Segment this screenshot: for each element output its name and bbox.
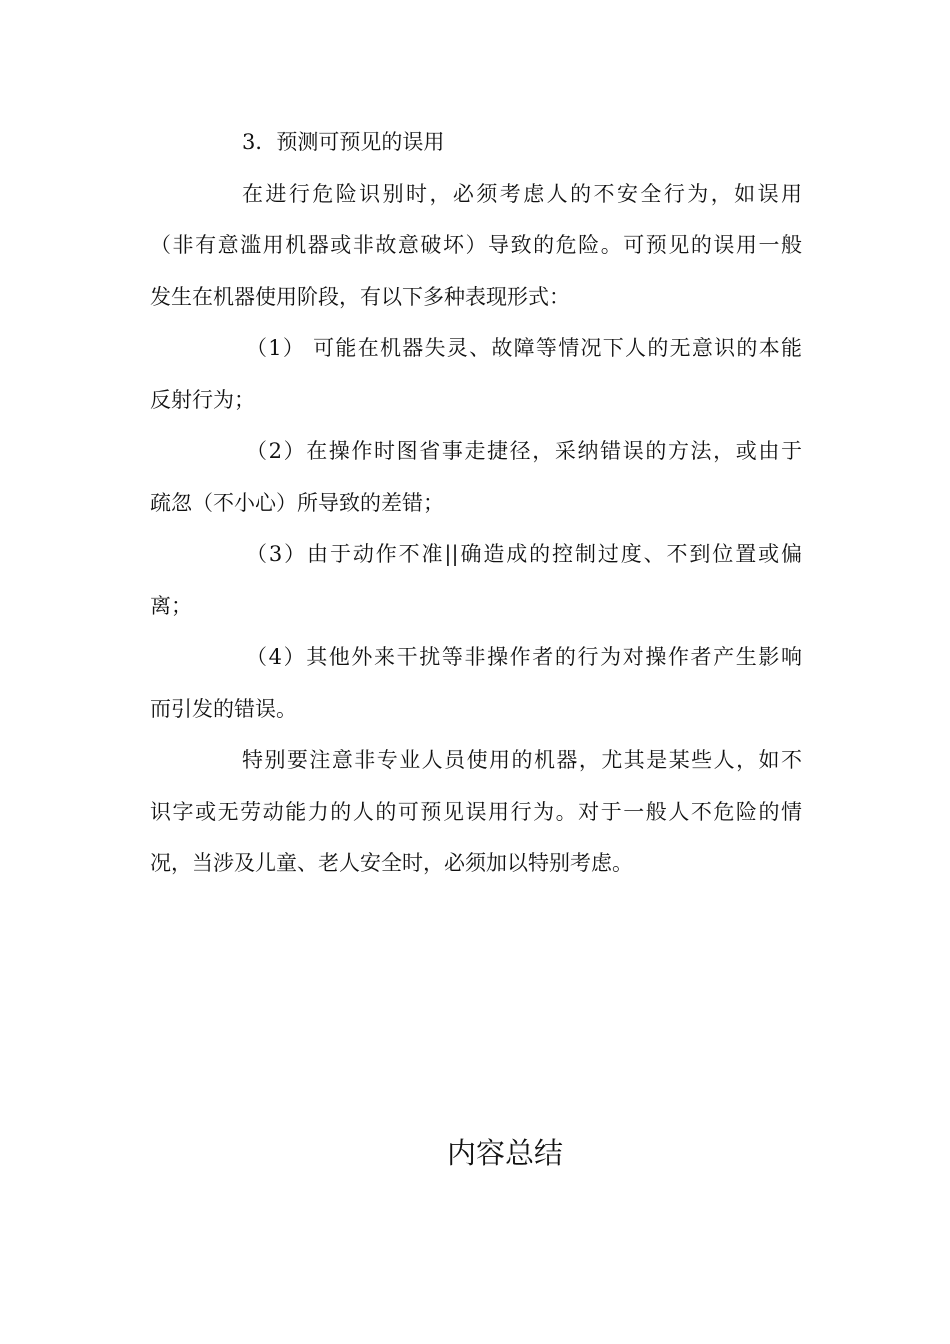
closing-line-3: 况，当涉及儿童、老人安全时，必须加以特别考虑。 xyxy=(150,851,633,875)
summary-title: 内容总结 xyxy=(446,1136,563,1170)
item-1-line-2: 反射行为； xyxy=(150,387,255,412)
item-3-line-1: （3）由于动作不准||确造成的控制过度、不到位置或偏 xyxy=(246,542,802,566)
intro-line-1: 在进行危险识别时，必须考虑人的不安全行为，如误用 xyxy=(242,181,802,206)
item-3-line-2: 离； xyxy=(150,593,192,618)
item-2-line-1: （2）在操作时图省事走捷径，采纳错误的方法，或由于 xyxy=(246,439,802,463)
section-heading: 3．预测可预见的误用 xyxy=(242,130,445,154)
item-4-line-1: （4）其他外来干扰等非操作者的行为对操作者产生影响 xyxy=(246,645,802,669)
item-4-line-2: 而引发的错误。 xyxy=(150,696,297,721)
document-body xyxy=(150,117,802,890)
closing-line-2: 识字或无劳动能力的人的可预见误用行为。对于一般人不危险的情 xyxy=(150,799,802,824)
closing-line-1: 特别要注意非专业人员使用的机器，尤其是某些人，如不 xyxy=(242,748,802,772)
item-2-line-2: 疏忽（不小心）所导致的差错； xyxy=(150,490,444,515)
intro-line-3: 发生在机器使用阶段，有以下多种表现形式： xyxy=(150,284,570,309)
item-1-line-1: （1） 可能在机器失灵、故障等情况下人的无意识的本能 xyxy=(246,336,802,360)
intro-line-2: （非有意滥用机器或非故意破坏）导致的危险。可预见的误用一般 xyxy=(150,233,802,257)
